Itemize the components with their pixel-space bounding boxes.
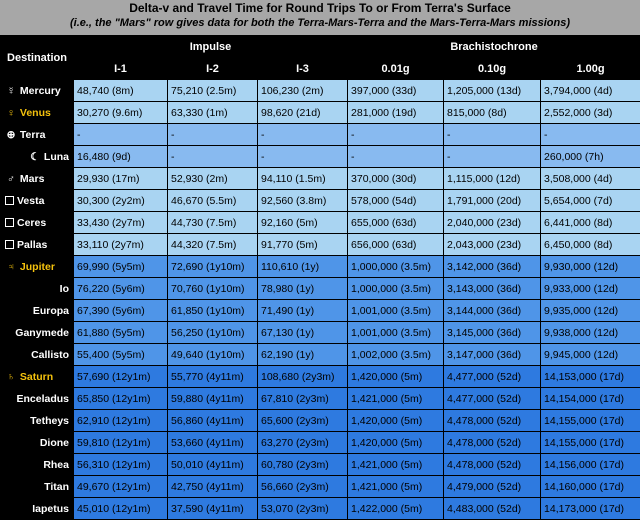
value-cell: 98,620 (21d) — [258, 102, 348, 124]
destination-cell — [1, 454, 74, 476]
value-cell: 14,153,000 (17d) — [541, 366, 640, 388]
destination-name: Pallas — [17, 239, 47, 251]
brachistochrone-header: Brachistochrone — [348, 36, 640, 58]
destination-name: Mercury — [20, 85, 61, 97]
value-cell: 3,142,000 (36d) — [444, 256, 541, 278]
value-cell: 55,770 (4y11m) — [168, 366, 258, 388]
value-cell: 42,750 (4y11m) — [168, 476, 258, 498]
destination-name: Venus — [20, 107, 51, 119]
value-cell: 62,910 (12y1m) — [74, 410, 168, 432]
value-cell: 56,860 (4y11m) — [168, 410, 258, 432]
value-cell: 49,640 (1y10m) — [168, 344, 258, 366]
destination-name: Dione — [40, 437, 69, 449]
value-cell: 4,478,000 (52d) — [444, 454, 541, 476]
value-cell: 63,330 (1m) — [168, 102, 258, 124]
table-row — [1, 256, 640, 278]
value-cell: 4,479,000 (52d) — [444, 476, 541, 498]
value-cell: - — [348, 146, 444, 168]
value-cell: 370,000 (30d) — [348, 168, 444, 190]
value-cell: 108,680 (2y3m) — [258, 366, 348, 388]
table-row — [1, 366, 640, 388]
destination-name: Europa — [33, 305, 69, 317]
mars-symbol-icon: ♂ — [5, 173, 17, 185]
destination-name: Jupiter — [20, 261, 55, 273]
value-cell: 56,310 (12y1m) — [74, 454, 168, 476]
value-cell: 1,420,000 (5m) — [348, 366, 444, 388]
destination-name: Tetheys — [30, 415, 69, 427]
value-cell: 281,000 (19d) — [348, 102, 444, 124]
value-cell: - — [541, 124, 640, 146]
value-cell: 59,880 (4y11m) — [168, 388, 258, 410]
value-cell: 14,160,000 (17d) — [541, 476, 640, 498]
value-cell: - — [444, 124, 541, 146]
destination-cell — [1, 212, 74, 234]
value-cell: 9,935,000 (12d) — [541, 300, 640, 322]
value-cell: 75,210 (2.5m) — [168, 80, 258, 102]
value-cell: 53,660 (4y11m) — [168, 432, 258, 454]
jupiter-symbol-icon: ♃ — [5, 261, 17, 273]
value-cell: 5,654,000 (7d) — [541, 190, 640, 212]
table-body — [1, 80, 640, 520]
destination-cell — [1, 278, 74, 300]
destination-name: Mars — [20, 173, 45, 185]
value-cell: 44,320 (7.5m) — [168, 234, 258, 256]
destination-cell — [1, 432, 74, 454]
column-header: 0.01g — [348, 58, 444, 80]
value-cell: 37,590 (4y11m) — [168, 498, 258, 520]
destination-cell — [1, 300, 74, 322]
value-cell: 655,000 (63d) — [348, 212, 444, 234]
value-cell: 397,000 (33d) — [348, 80, 444, 102]
table-row — [1, 432, 640, 454]
value-cell: 9,933,000 (12d) — [541, 278, 640, 300]
data-table — [0, 35, 640, 520]
value-cell: 1,000,000 (3.5m) — [348, 256, 444, 278]
value-cell: 62,190 (1y) — [258, 344, 348, 366]
column-header: I-1 — [74, 58, 168, 80]
value-cell: 45,010 (12y1m) — [74, 498, 168, 520]
table-row — [1, 322, 640, 344]
value-cell: 44,730 (7.5m) — [168, 212, 258, 234]
value-cell: 656,000 (63d) — [348, 234, 444, 256]
value-cell: 76,220 (5y6m) — [74, 278, 168, 300]
value-cell: 33,430 (2y7m) — [74, 212, 168, 234]
value-cell: 67,130 (1y) — [258, 322, 348, 344]
value-cell: 1,001,000 (3.5m) — [348, 322, 444, 344]
value-cell: 63,270 (2y3m) — [258, 432, 348, 454]
value-cell: 14,155,000 (17d) — [541, 410, 640, 432]
value-cell: 67,810 (2y3m) — [258, 388, 348, 410]
value-cell: 106,230 (2m) — [258, 80, 348, 102]
value-cell: 61,850 (1y10m) — [168, 300, 258, 322]
value-cell: 14,154,000 (17d) — [541, 388, 640, 410]
destination-name: Iapetus — [32, 503, 69, 515]
destination-cell — [1, 124, 74, 146]
table-row — [1, 410, 640, 432]
value-cell: 30,300 (2y2m) — [74, 190, 168, 212]
value-cell: 72,690 (1y10m) — [168, 256, 258, 278]
destination-cell — [1, 234, 74, 256]
value-cell: - — [444, 146, 541, 168]
table-row — [1, 146, 640, 168]
value-cell: 2,043,000 (23d) — [444, 234, 541, 256]
destination-name: Rhea — [43, 459, 69, 471]
impulse-header: Impulse — [74, 36, 348, 58]
moon-symbol-icon: ☾ — [29, 151, 41, 163]
destination-name: Callisto — [31, 349, 69, 361]
asteroid-box-icon — [5, 196, 14, 205]
value-cell: 57,690 (12y1m) — [74, 366, 168, 388]
value-cell: 70,760 (1y10m) — [168, 278, 258, 300]
value-cell: - — [74, 124, 168, 146]
destination-cell — [1, 256, 74, 278]
value-cell: 91,770 (5m) — [258, 234, 348, 256]
value-cell: 1,420,000 (5m) — [348, 410, 444, 432]
value-cell: 6,441,000 (8d) — [541, 212, 640, 234]
asteroid-box-icon — [5, 240, 14, 249]
value-cell: 3,147,000 (36d) — [444, 344, 541, 366]
table-row — [1, 212, 640, 234]
value-cell: - — [258, 146, 348, 168]
destination-cell — [1, 476, 74, 498]
destination-cell — [1, 498, 74, 520]
value-cell: 3,145,000 (36d) — [444, 322, 541, 344]
title-block — [0, 0, 640, 35]
value-cell: - — [258, 124, 348, 146]
destination-cell — [1, 388, 74, 410]
value-cell: 2,552,000 (3d) — [541, 102, 640, 124]
value-cell: 6,450,000 (8d) — [541, 234, 640, 256]
value-cell: 14,156,000 (17d) — [541, 454, 640, 476]
value-cell: 1,420,000 (5m) — [348, 432, 444, 454]
column-header: I-3 — [258, 58, 348, 80]
value-cell: 55,400 (5y5m) — [74, 344, 168, 366]
value-cell: 67,390 (5y6m) — [74, 300, 168, 322]
page-subtitle: (i.e., the "Mars" row gives data for both the Terra-Mars-Terra and the Mars-Terra-Mars missions) — [0, 16, 640, 31]
table-row — [1, 476, 640, 498]
value-cell: 33,110 (2y7m) — [74, 234, 168, 256]
mercury-symbol-icon: ☿ — [5, 85, 17, 97]
value-cell: 9,945,000 (12d) — [541, 344, 640, 366]
table-row — [1, 344, 640, 366]
value-cell: 9,930,000 (12d) — [541, 256, 640, 278]
destination-name: Titan — [44, 481, 69, 493]
destination-name: Ganymede — [15, 327, 69, 339]
value-cell: 1,421,000 (5m) — [348, 476, 444, 498]
value-cell: 94,110 (1.5m) — [258, 168, 348, 190]
destination-cell — [1, 366, 74, 388]
destination-cell — [1, 410, 74, 432]
destination-cell — [1, 344, 74, 366]
value-cell: 14,155,000 (17d) — [541, 432, 640, 454]
saturn-symbol-icon: ♄ — [5, 371, 17, 383]
value-cell: 60,780 (2y3m) — [258, 454, 348, 476]
value-cell: 1,000,000 (3.5m) — [348, 278, 444, 300]
column-header: I-2 — [168, 58, 258, 80]
value-cell: 4,483,000 (52d) — [444, 498, 541, 520]
column-header: 0.10g — [444, 58, 541, 80]
header-row-groups — [1, 36, 640, 58]
value-cell: 4,478,000 (52d) — [444, 432, 541, 454]
table-row — [1, 168, 640, 190]
table-row — [1, 388, 640, 410]
value-cell: 1,205,000 (13d) — [444, 80, 541, 102]
value-cell: 53,070 (2y3m) — [258, 498, 348, 520]
destination-cell — [1, 146, 74, 168]
value-cell: 4,477,000 (52d) — [444, 366, 541, 388]
value-cell: 29,930 (17m) — [74, 168, 168, 190]
value-cell: 30,270 (9.6m) — [74, 102, 168, 124]
header-row-columns — [1, 58, 640, 80]
value-cell: 1,002,000 (3.5m) — [348, 344, 444, 366]
table-row — [1, 190, 640, 212]
destination-name: Ceres — [17, 217, 46, 229]
destination-name: Vesta — [17, 195, 44, 207]
value-cell: 69,990 (5y5m) — [74, 256, 168, 278]
value-cell: 14,173,000 (17d) — [541, 498, 640, 520]
value-cell: - — [168, 124, 258, 146]
value-cell: 92,560 (3.8m) — [258, 190, 348, 212]
value-cell: 49,670 (12y1m) — [74, 476, 168, 498]
asteroid-box-icon — [5, 218, 14, 227]
value-cell: 1,421,000 (5m) — [348, 454, 444, 476]
value-cell: 59,810 (12y1m) — [74, 432, 168, 454]
table-row — [1, 278, 640, 300]
destination-name: Terra — [20, 129, 46, 141]
value-cell: 578,000 (54d) — [348, 190, 444, 212]
value-cell: 1,791,000 (20d) — [444, 190, 541, 212]
destination-name: Enceladus — [16, 393, 69, 405]
value-cell: 110,610 (1y) — [258, 256, 348, 278]
table-row — [1, 300, 640, 322]
value-cell: 50,010 (4y11m) — [168, 454, 258, 476]
value-cell: 9,938,000 (12d) — [541, 322, 640, 344]
destination-cell — [1, 80, 74, 102]
destination-name: Io — [60, 283, 69, 295]
value-cell: 71,490 (1y) — [258, 300, 348, 322]
destination-cell — [1, 322, 74, 344]
table-row — [1, 454, 640, 476]
destination-name: Luna — [44, 151, 69, 163]
value-cell: 1,422,000 (5m) — [348, 498, 444, 520]
value-cell: 260,000 (7h) — [541, 146, 640, 168]
value-cell: 3,794,000 (4d) — [541, 80, 640, 102]
value-cell: 815,000 (8d) — [444, 102, 541, 124]
value-cell: 1,115,000 (12d) — [444, 168, 541, 190]
value-cell: 92,160 (5m) — [258, 212, 348, 234]
value-cell: 56,250 (1y10m) — [168, 322, 258, 344]
value-cell: 1,421,000 (5m) — [348, 388, 444, 410]
table-row — [1, 80, 640, 102]
value-cell: 3,144,000 (36d) — [444, 300, 541, 322]
destination-name: Saturn — [20, 371, 53, 383]
value-cell: 56,660 (2y3m) — [258, 476, 348, 498]
value-cell: 2,040,000 (23d) — [444, 212, 541, 234]
earth-symbol-icon: ⊕ — [5, 129, 17, 141]
value-cell: 4,478,000 (52d) — [444, 410, 541, 432]
table-row — [1, 234, 640, 256]
value-cell: - — [348, 124, 444, 146]
destination-cell — [1, 190, 74, 212]
value-cell: 61,880 (5y5m) — [74, 322, 168, 344]
value-cell: 46,670 (5.5m) — [168, 190, 258, 212]
value-cell: 65,600 (2y3m) — [258, 410, 348, 432]
table-row — [1, 102, 640, 124]
value-cell: 1,001,000 (3.5m) — [348, 300, 444, 322]
venus-symbol-icon: ♀ — [5, 107, 17, 119]
value-cell: 4,477,000 (52d) — [444, 388, 541, 410]
column-header: 1.00g — [541, 58, 640, 80]
value-cell: - — [168, 146, 258, 168]
value-cell: 3,143,000 (36d) — [444, 278, 541, 300]
value-cell: 52,930 (2m) — [168, 168, 258, 190]
value-cell: 78,980 (1y) — [258, 278, 348, 300]
value-cell: 16,480 (9d) — [74, 146, 168, 168]
destination-cell — [1, 102, 74, 124]
page-title: Delta-v and Travel Time for Round Trips To or From Terra's Surface — [0, 1, 640, 16]
value-cell: 48,740 (8m) — [74, 80, 168, 102]
destination-cell — [1, 168, 74, 190]
value-cell: 3,508,000 (4d) — [541, 168, 640, 190]
table-row — [1, 498, 640, 520]
table-row — [1, 124, 640, 146]
destination-header: Destination — [1, 36, 74, 80]
value-cell: 65,850 (12y1m) — [74, 388, 168, 410]
